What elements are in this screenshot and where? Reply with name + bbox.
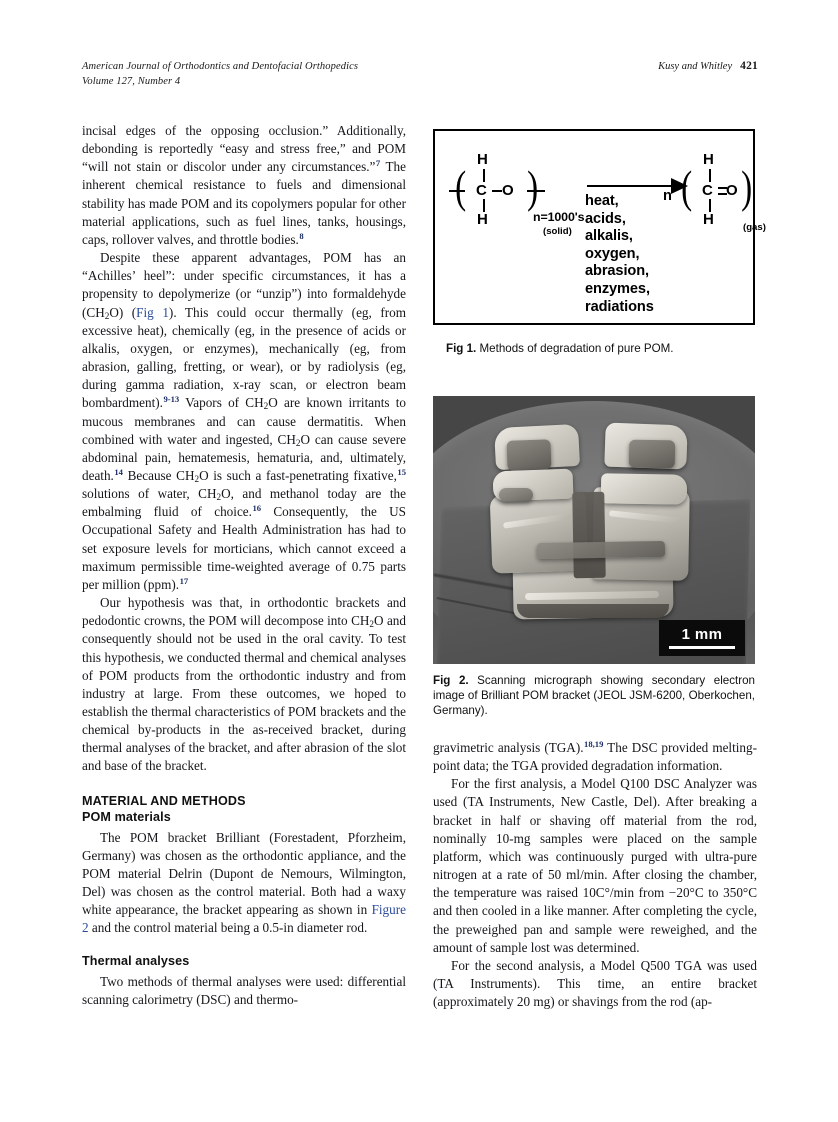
bracket-left-slot-recess — [506, 439, 551, 471]
agent-item: oxygen, — [585, 245, 640, 262]
product-atom-h-top: H — [703, 151, 714, 168]
reactant-state-label: (solid) — [543, 226, 572, 237]
paragraph-2: Despite these apparent advantages, POM has an “Achilles’ heel”: under specific circumstances, it has a propensity to depolymerize (or “unzip”) into formaldehyde $(CH_2O)$ (Fig 1). This could occur thermally (eg, from excessive heat), chemically (eg, in the presence of acids or alkalis, oxygen, or enzymes), mechanically (eg, from abrasion, galling, fretting, or wear), or by radiolysis (eg, during gamma radiation, x-ray scan, or electron beam bombardment).$^{9-13}$ Vapors of $CH_2O$ are known irritants to mucous membranes and can cause dermatitis. When combined with water and ingested, $CH_2O$ can cause severe abdominal pain, hematemesis, hematuria, and, ultimately, death.$^{14}$ Because $CH_2O$ is such a fast-penetrating fixative,$^{15}$ solutions of water, $CH_2O$, and methanol today are the embalming fluid of choice.$^{16}$ Consequently, the US Occupational Safety and Health Administration has had to set exposure levels for morticians, which cannot exceed a maximum permissible time-weighted average of 0.75 parts per million (ppm).$^{17}$ — [82, 250, 407, 592]
bond-c-o — [492, 190, 502, 192]
product-coefficient: n — [663, 188, 672, 204]
right-column — [433, 739, 757, 1011]
product-bond-top — [709, 169, 711, 182]
author-names: Kusy and Whitley — [658, 61, 733, 72]
paragraph-3: Our hypothesis was that, in orthodontic brackets and pedodontic crowns, the POM will decompose into $CH_2O$ and consequently should not be used in the oral cavity. To test this hypothesis, we conducted thermal and chemical analyses of POM products from the orthodontic industry and from industry at large. From these outcomes, we hoped to establish the thermal characteristics of POM brackets and the chemical by-products in the as-received bracket, during thermal analyses of the bracket, and after abrasion of the slot and base of the bracket. — [82, 595, 406, 774]
running-head — [82, 60, 758, 94]
figure-2-caption-text: Scanning micrograph showing secondary electron image of Brilliant POM bracket (JEOL JSM-6200, Oberkochen, Germany). — [433, 674, 755, 718]
scale-bar — [659, 620, 745, 656]
paragraph-1: incisal edges of the opposing occlusion.” Additionally, debonding is reportedly “easy and stress free,” and POM “will not stain or discolor under any circumstances.”$^7$ The inherent chemical resistance to fuels and dimensional stability has made POM and its copolymers popular for other material applications, such as fuel lines, tanks, housings, caps, rollover valves, and throttle bodies.$^8$ — [82, 123, 407, 247]
page-number: 421 — [740, 60, 758, 72]
product-atom-h-bottom: H — [703, 211, 714, 228]
journal-title-line1: American Journal of Orthodontics and Dentofacial Orthopedics — [82, 61, 359, 72]
journal-volume-line: Volume 127, Number 4 — [82, 75, 181, 87]
fig1-reactant-group — [449, 148, 585, 238]
atom-h-bottom: H — [477, 211, 488, 228]
left-column — [82, 122, 406, 1009]
product-state-label: (gas) — [743, 222, 766, 233]
figure-1-diagram — [433, 129, 766, 325]
figure-2-caption — [433, 673, 755, 719]
bracket-slot-floor — [537, 541, 665, 559]
subheading-thermal-analyses: Thermal analyses — [82, 953, 190, 968]
reaction-arrow-line — [587, 185, 674, 187]
agent-item: acids, — [585, 210, 626, 227]
running-head-right — [658, 60, 758, 72]
scale-bar-label: 1 mm — [681, 626, 723, 643]
bracket-archwire-slot — [572, 492, 605, 579]
atom-h-top: H — [477, 151, 488, 168]
figure-1-caption — [446, 341, 746, 356]
repeat-count-label: n=1000's — [533, 210, 585, 224]
bracket-right-tie-wing-lower — [601, 473, 688, 504]
bond-c-h-top — [483, 169, 485, 182]
figure-2-micrograph — [433, 396, 755, 664]
subheading-pom-materials: POM materials — [82, 809, 171, 824]
product-paren-open: ( — [681, 161, 693, 212]
micrograph-background — [433, 396, 755, 664]
journal-title — [82, 60, 358, 89]
bracket-left-undercut — [499, 488, 533, 502]
paragraph-8: For the second analysis, a Model Q500 TGA was used (TA Instruments). This time, an entire bracket (approximately 20 mg) or shavings from the rod (ap- — [433, 957, 757, 1010]
atom-o: O — [502, 182, 514, 199]
figure-2-caption-label: Fig 2. — [433, 674, 469, 687]
agent-item: radiations — [585, 298, 654, 315]
product-atom-o: O — [726, 182, 738, 199]
agent-item: alkalis, — [585, 228, 633, 245]
product-atom-c: C — [702, 182, 713, 199]
bracket-right-slot-recess — [629, 440, 675, 469]
figure-1-caption-label: Fig 1. — [446, 342, 477, 355]
agent-item: heat, — [585, 193, 619, 209]
paren-close: ) — [527, 161, 539, 212]
fig1-product-group — [663, 148, 766, 240]
paragraph-5: Two methods of thermal analyses were used: differential scanning calorimetry (DSC) and thermo- — [82, 973, 406, 1007]
scale-bar-rule — [669, 646, 735, 649]
agent-item: abrasion, — [585, 263, 649, 280]
bracket-base-underside — [517, 604, 669, 618]
heading-material-and-methods: MATERIAL AND METHODS — [82, 793, 246, 808]
paragraph-4: The POM bracket Brilliant (Forestadent, Pforzheim, Germany) was chosen as the orthodontic appliance, and the POM material Delrin (Dupont de Nemours, Wilmington, Del) was chosen as the control material. Both had a waxy white appearance, the bracket appearing as shown in Figure 2 and the control material being a 0.5-in diameter rod. — [82, 829, 406, 936]
agent-item: enzymes, — [585, 280, 650, 297]
product-paren-close: ) — [741, 161, 753, 212]
figure-1-caption-text: Methods of degradation of pure POM. — [476, 342, 674, 355]
paragraph-7: For the first analysis, a Model Q100 DSC Analyzer was used (TA Instruments, New Castle, Del). After breaking a bracket in half or shaving off material from the rod, nominally 10-mg samples were placed on the sample platform, which was continuously purged with ultra-pure nitrogen at a rate of 50 ml/min. After closing the chamber, the temperature was raised 10C°/min from −20°C to 350°C and then cooled in a like manner. After completing the cycle, the preweighed pan and sample were reweighed, and the amount of sample lost was determined. — [433, 776, 757, 955]
atom-c: C — [476, 182, 487, 199]
paren-open: ( — [455, 161, 467, 212]
paragraph-6: gravimetric analysis (TGA).$^{18,19}$ The DSC provided melting-point data; the TGA provided degradation information. — [433, 738, 757, 774]
